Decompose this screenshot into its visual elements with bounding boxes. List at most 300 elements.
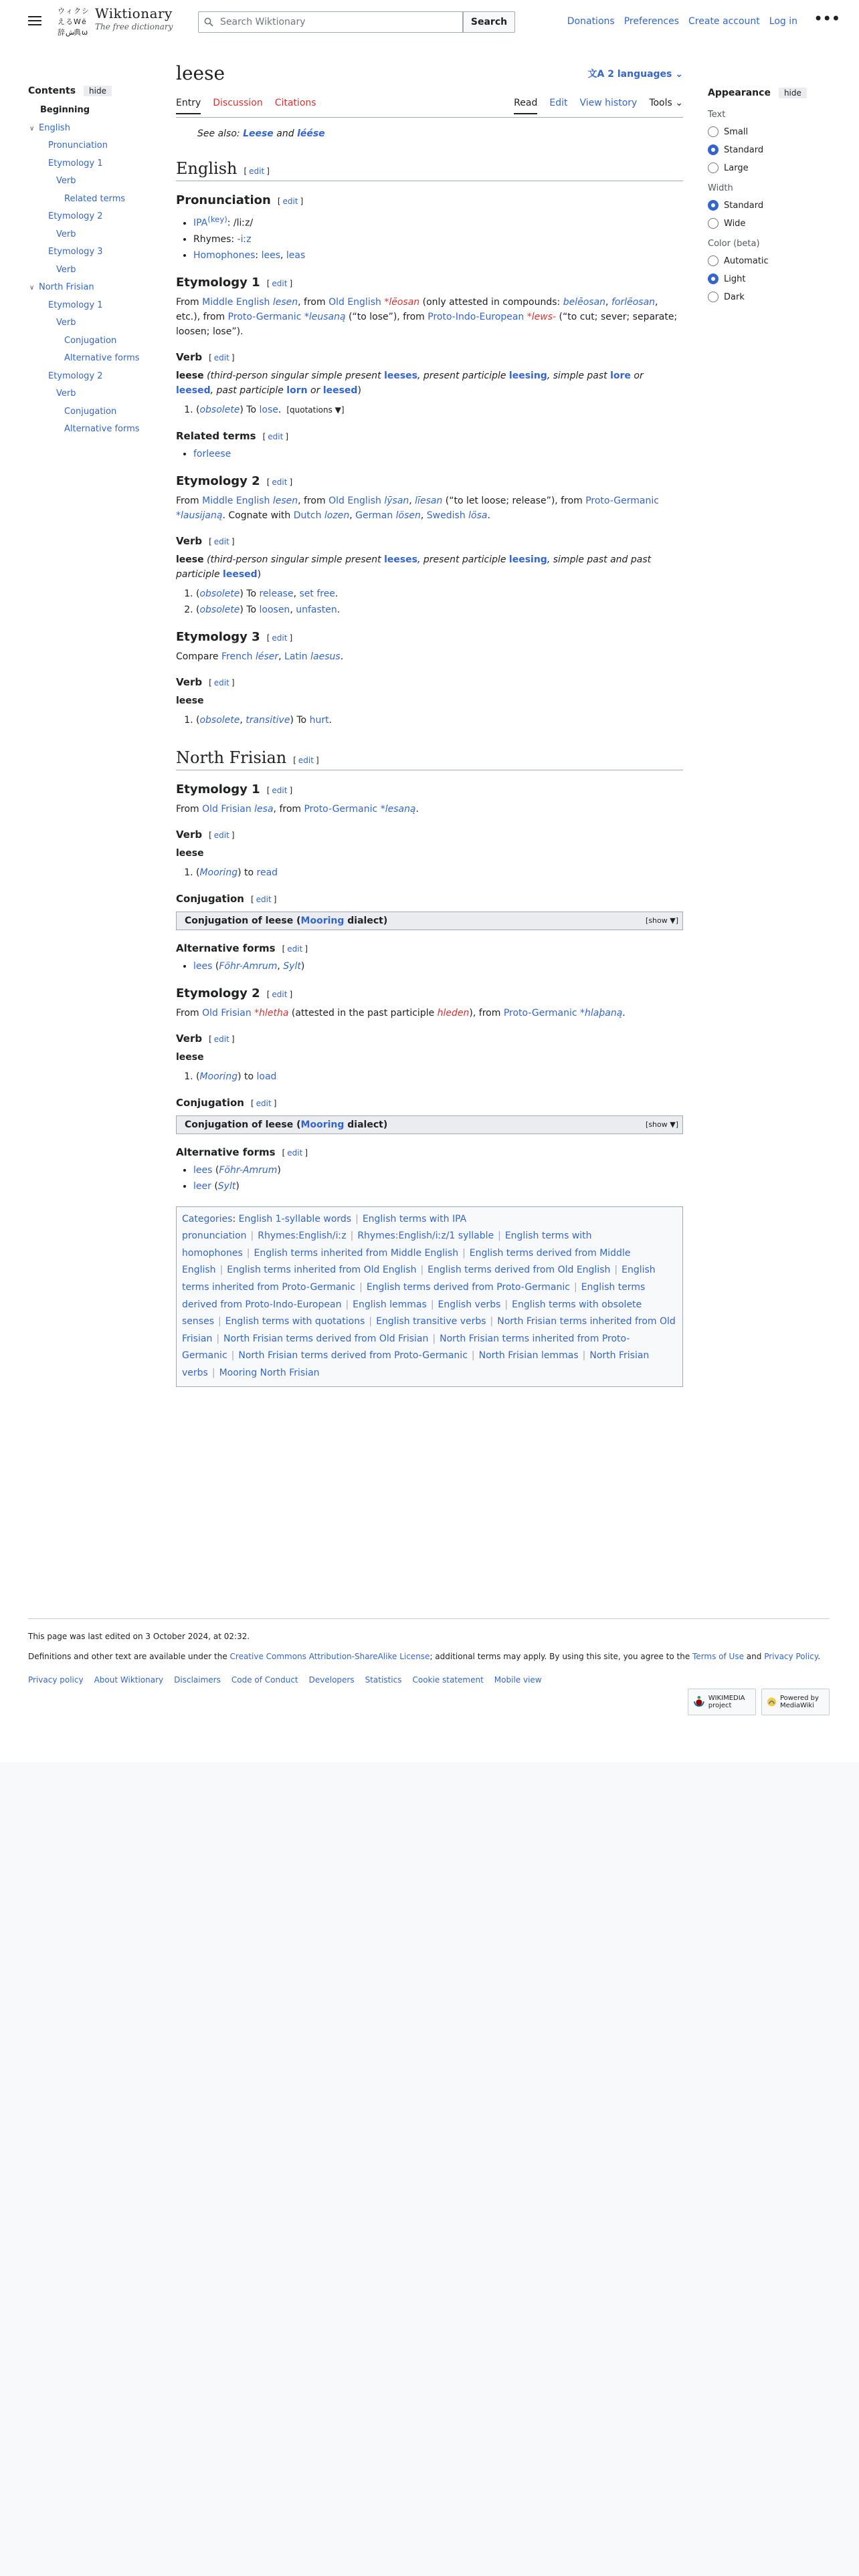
edit-section: [ edit ]: [277, 197, 304, 206]
privacy-link[interactable]: Privacy Policy: [764, 1652, 818, 1661]
toc-header: [28, 86, 155, 96]
text: (: [212, 960, 219, 972]
text: (“to lose”), from: [345, 311, 428, 322]
term-link[interactable]: laesus: [310, 651, 341, 662]
language-link[interactable]: Middle English: [202, 296, 270, 308]
term-link[interactable]: *lausijaną: [176, 510, 223, 521]
toc-item[interactable]: [28, 314, 155, 332]
edit-link[interactable]: edit: [213, 352, 229, 362]
ipa-key-link[interactable]: (key): [207, 215, 227, 224]
term-link[interactable]: forleese: [193, 448, 231, 459]
color-automatic[interactable]: [708, 255, 828, 267]
term-link[interactable]: belēosan: [563, 296, 606, 308]
footer-link[interactable]: Code of Conduct: [231, 1675, 298, 1685]
category-link[interactable]: English terms with quotations: [225, 1316, 365, 1327]
pronunciation-list: [193, 211, 683, 263]
text: ): [300, 960, 305, 972]
gloss-link[interactable]: hurt: [309, 714, 329, 726]
term-link[interactable]: līesan: [415, 495, 443, 506]
toc-link[interactable]: Pronunciation: [48, 140, 108, 150]
text: ) to: [237, 1071, 257, 1082]
toc-link[interactable]: Etymology 1: [48, 158, 103, 169]
language-link[interactable]: Proto-Indo-European: [427, 311, 524, 322]
term-link[interactable]: *leusaną: [304, 311, 346, 322]
text: , simple past and past participle: [176, 554, 652, 580]
term-link[interactable]: lees: [193, 1164, 213, 1176]
category-link[interactable]: English verbs: [438, 1299, 501, 1310]
term-link[interactable]: hleden: [437, 1007, 470, 1018]
mediawiki-logo-icon: [766, 1693, 777, 1711]
text: , present participle: [417, 554, 509, 565]
language-link[interactable]: Proto-Germanic: [585, 495, 659, 506]
term-link[interactable]: *lews-: [527, 311, 557, 322]
toc-item[interactable]: [28, 368, 155, 386]
toc-link[interactable]: Etymology 1: [48, 300, 103, 310]
toc-link[interactable]: Verb: [56, 389, 76, 399]
site-subtitle: The free dictionary: [95, 22, 173, 31]
text: and: [743, 1652, 765, 1661]
rhymes-link[interactable]: -iːz: [237, 233, 252, 245]
site-header: [0, 0, 859, 44]
term-link[interactable]: léser: [255, 651, 279, 662]
appearance-panel: [708, 86, 828, 303]
headword-line: [176, 368, 683, 398]
related-terms-list: [193, 446, 683, 462]
appearance-hide-button[interactable]: hide: [779, 88, 807, 98]
term-link[interactable]: lees: [193, 960, 213, 972]
footer-link[interactable]: Cookie statement: [412, 1675, 484, 1685]
text: ,: [278, 651, 285, 662]
width-wide[interactable]: [708, 217, 828, 229]
category-link[interactable]: English terms derived from Proto-Germanic: [366, 1282, 570, 1293]
edit-link[interactable]: edit: [213, 677, 229, 687]
category-link[interactable]: Rhymes:English/iːz/1 syllable: [357, 1230, 494, 1242]
footer-link[interactable]: Mobile view: [494, 1675, 542, 1685]
inflection-link[interactable]: leesed: [322, 385, 358, 396]
tab-read[interactable]: Read: [514, 98, 537, 114]
heading-conjugation: [176, 893, 683, 905]
headword: leese: [176, 1051, 204, 1063]
category-link[interactable]: English transitive verbs: [376, 1316, 486, 1327]
term-link[interactable]: *hlaþaną: [580, 1007, 623, 1018]
text: From: [176, 1007, 203, 1018]
category-link[interactable]: English terms with homophones: [182, 1230, 592, 1259]
toc-link[interactable]: Etymology 2: [48, 370, 103, 381]
category-separator: |: [420, 1265, 424, 1276]
text: .: [335, 588, 339, 599]
badge-label: WIKIMEDIA project: [708, 1695, 745, 1709]
term-link[interactable]: lȳsan: [384, 495, 409, 506]
term-link[interactable]: *hletha: [254, 1007, 289, 1018]
edit-link[interactable]: edit: [272, 278, 288, 288]
text: (: [211, 1180, 218, 1192]
toc-item-beginning[interactable]: Beginning: [40, 105, 90, 115]
create-account-link[interactable]: Create account: [688, 16, 760, 27]
text: .: [818, 1652, 821, 1661]
radio-button-selected[interactable]: [708, 144, 719, 155]
wiktionary-logo[interactable]: [56, 4, 90, 39]
toc-item-north-frisian[interactable]: [28, 279, 155, 297]
category-link[interactable]: English terms with obsolete senses: [182, 1299, 642, 1327]
heading-text: Alternative forms: [176, 942, 276, 954]
footer-link[interactable]: Statistics: [365, 1675, 402, 1685]
category-link[interactable]: English terms derived from Old English: [427, 1265, 611, 1276]
category-separator: |: [246, 1247, 250, 1259]
inflection-link[interactable]: leesed: [223, 568, 258, 580]
language-link[interactable]: Old English: [328, 495, 381, 506]
edit-link[interactable]: edit: [249, 167, 265, 176]
toc-link[interactable]: Related terms: [64, 193, 126, 204]
toc-link[interactable]: Alternative forms: [64, 424, 140, 434]
chevron-down-icon[interactable]: ∨: [29, 124, 35, 132]
text: .: [340, 651, 344, 662]
category-separator: |: [350, 1230, 354, 1242]
more-options-icon[interactable]: •••: [814, 9, 840, 28]
category-link[interactable]: Mooring North Frisian: [219, 1368, 320, 1378]
edit-section: [ edit ]: [244, 167, 270, 176]
term-link[interactable]: *lēosan: [384, 296, 420, 308]
text: (: [196, 588, 200, 599]
heading-text: Etymology 1: [176, 782, 260, 796]
homophone-link[interactable]: leas: [286, 249, 306, 261]
etymology-text: [176, 494, 683, 523]
edit-section: [ edit ]: [209, 352, 235, 362]
edit-link[interactable]: edit: [272, 989, 288, 999]
color-light[interactable]: [708, 273, 828, 285]
text: Conjugation of leese (: [185, 1119, 301, 1130]
heading-etymology-3: [176, 630, 683, 644]
dialect-link[interactable]: Mooring: [300, 1119, 345, 1130]
heading-english: [176, 159, 683, 181]
width-standard[interactable]: [708, 199, 828, 211]
edit-link[interactable]: edit: [213, 1034, 229, 1044]
text: , from: [273, 803, 304, 815]
toc-item[interactable]: [28, 403, 155, 421]
term-link[interactable]: leer: [193, 1180, 211, 1192]
footer-link[interactable]: Disclaimers: [174, 1675, 221, 1685]
toc-item[interactable]: [28, 208, 155, 226]
category-link[interactable]: English terms with IPA pronunciation: [182, 1213, 467, 1242]
tools-menu[interactable]: [649, 98, 683, 113]
toc-item[interactable]: [28, 297, 155, 315]
text: ,: [293, 588, 300, 599]
show-toggle[interactable]: [show ▼]: [646, 916, 678, 925]
category-link[interactable]: English terms inherited from Middle English: [254, 1247, 459, 1259]
language-button[interactable]: [588, 67, 683, 80]
label-link[interactable]: obsolete: [199, 604, 240, 615]
edit-section: [ edit ]: [266, 477, 293, 487]
category-link[interactable]: English terms inherited from Proto-Germanic: [182, 1265, 656, 1293]
heading-text: Related terms: [176, 429, 256, 442]
toc-item[interactable]: [28, 191, 155, 209]
toc-item[interactable]: [28, 332, 155, 350]
toc-link[interactable]: Verb: [56, 176, 76, 186]
toc-item[interactable]: [28, 155, 155, 173]
search-input[interactable]: [198, 11, 463, 33]
toc-item[interactable]: [28, 350, 155, 368]
category-separator: |: [504, 1299, 508, 1310]
tab-discussion[interactable]: Discussion: [213, 98, 263, 108]
text: dialect): [344, 1119, 388, 1130]
category-separator: |: [432, 1333, 436, 1344]
inflection-link[interactable]: leesing: [508, 554, 547, 565]
language-link[interactable]: Swedish: [426, 510, 466, 521]
preferences-link[interactable]: Preferences: [624, 16, 680, 27]
label-link[interactable]: obsolete: [199, 404, 240, 415]
dialect-link[interactable]: Föhr-Amrum: [219, 1164, 278, 1176]
inflection-link[interactable]: leeses: [384, 370, 418, 381]
list-item: [193, 211, 683, 231]
text: ,: [349, 510, 356, 521]
see-also-link[interactable]: léése: [297, 128, 325, 139]
radio-button[interactable]: [708, 255, 719, 266]
edit-link[interactable]: edit: [287, 1148, 303, 1158]
gloss-link[interactable]: read: [256, 867, 278, 878]
heading-etymology-2: [176, 474, 683, 488]
tab-citations[interactable]: Citations: [274, 98, 316, 108]
category-link[interactable]: English terms derived from Proto-Indo-European: [182, 1282, 646, 1310]
see-also-link[interactable]: Leese: [243, 128, 274, 139]
label-link[interactable]: transitive: [246, 714, 290, 726]
text-size-standard[interactable]: [708, 144, 828, 156]
language-link[interactable]: Dutch: [293, 510, 322, 521]
text: ): [257, 568, 262, 580]
definition-list: [196, 586, 683, 618]
term-link[interactable]: lesa: [254, 803, 274, 815]
category-link[interactable]: English lemmas: [353, 1299, 427, 1310]
option-label: Large: [724, 163, 749, 173]
conjugation-table[interactable]: [176, 911, 683, 930]
gloss-link[interactable]: set free: [299, 588, 335, 599]
log-in-link[interactable]: Log in: [769, 16, 797, 27]
category-link[interactable]: North Frisian terms inherited from Proto-Germanic: [182, 1333, 630, 1362]
edit-link[interactable]: edit: [213, 536, 229, 546]
quotations-toggle[interactable]: [quotations ▼]: [286, 405, 345, 415]
toc-link[interactable]: Alternative forms: [64, 353, 140, 363]
dialect-link[interactable]: Mooring: [300, 915, 345, 926]
edit-link[interactable]: edit: [213, 830, 229, 840]
radio-button[interactable]: [708, 218, 719, 229]
dialect-link[interactable]: Föhr-Amrum: [219, 960, 278, 972]
term-link[interactable]: lesen: [272, 296, 298, 308]
gloss-link[interactable]: release: [259, 588, 294, 599]
text: ) To: [240, 588, 260, 599]
svg-text:辞: 辞: [58, 28, 65, 37]
heading-pronunciation: [176, 193, 683, 207]
toc-link[interactable]: Verb: [56, 229, 76, 239]
toc-link[interactable]: Verb: [56, 318, 76, 328]
chevron-down-icon[interactable]: ∨: [29, 284, 35, 292]
language-link[interactable]: Proto-Germanic: [503, 1007, 577, 1018]
text-size-large[interactable]: [708, 162, 828, 174]
inflection-link[interactable]: lorn: [286, 385, 308, 396]
terms-link[interactable]: Terms of Use: [692, 1652, 744, 1661]
show-toggle[interactable]: [show ▼]: [646, 1119, 678, 1129]
alternative-forms-list: [193, 1162, 683, 1194]
svg-text:ω: ω: [82, 28, 88, 37]
toc-item[interactable]: [28, 261, 155, 280]
category-link[interactable]: English terms derived from Middle English: [182, 1247, 631, 1276]
text: .: [415, 803, 419, 815]
homophones-link[interactable]: Homophones: [193, 249, 256, 261]
heading-etymology-2: [176, 986, 683, 1000]
edit-link[interactable]: edit: [272, 785, 288, 795]
language-link[interactable]: Middle English: [202, 495, 270, 506]
category-link[interactable]: North Frisian terms derived from Old Frisian: [223, 1333, 429, 1344]
toc-item-english[interactable]: [28, 120, 155, 138]
svg-text:ش: ش: [66, 28, 75, 37]
category-link[interactable]: English terms inherited from Old English: [227, 1265, 417, 1276]
color-dark[interactable]: [708, 291, 828, 303]
dialect-link[interactable]: Sylt: [217, 1180, 236, 1192]
category-link[interactable]: English 1-syllable words: [238, 1213, 352, 1224]
wikimedia-badge[interactable]: [688, 1689, 756, 1715]
term-link[interactable]: lozen: [324, 510, 350, 521]
toc-link[interactable]: Conjugation: [64, 335, 117, 346]
term-link[interactable]: lesen: [272, 495, 298, 506]
text: ), from: [469, 1007, 504, 1018]
radio-button-selected[interactable]: [708, 274, 719, 284]
heading-text: Alternative forms: [176, 1146, 276, 1158]
toc-item[interactable]: [28, 226, 155, 244]
toc-link[interactable]: Conjugation: [64, 406, 117, 417]
term-link[interactable]: *lesaną: [380, 803, 416, 815]
language-link[interactable]: Old Frisian: [202, 803, 252, 815]
text: From: [176, 803, 203, 815]
category-separator: |: [462, 1247, 466, 1259]
rhymes-label: Rhymes:: [193, 233, 237, 245]
gloss-link[interactable]: loosen: [259, 604, 290, 615]
edit-link[interactable]: edit: [272, 477, 288, 487]
language-link[interactable]: French: [221, 651, 253, 662]
edit-link[interactable]: edit: [282, 197, 298, 206]
language-link[interactable]: Proto-Germanic: [227, 311, 302, 322]
gloss-link[interactable]: load: [256, 1071, 277, 1082]
inflection-link[interactable]: lore: [610, 370, 631, 381]
main-content: [176, 62, 683, 1387]
radio-button-selected[interactable]: [708, 200, 719, 211]
language-link[interactable]: Old English: [328, 296, 381, 308]
search-button[interactable]: Search: [463, 11, 515, 33]
toc-hide-button[interactable]: hide: [84, 86, 112, 96]
edit-link[interactable]: edit: [256, 894, 272, 904]
tab-edit[interactable]: Edit: [549, 98, 568, 108]
conjugation-table[interactable]: [176, 1115, 683, 1134]
categories-label-link[interactable]: Categories: [182, 1213, 233, 1224]
headword-line: [176, 552, 683, 582]
edit-link[interactable]: edit: [268, 431, 284, 441]
gloss-link[interactable]: unfasten: [296, 604, 337, 615]
language-link[interactable]: Latin: [284, 651, 308, 662]
toc-item[interactable]: [28, 385, 155, 403]
inflection-link[interactable]: leeses: [384, 554, 418, 565]
language-link[interactable]: Old Frisian: [202, 1007, 252, 1018]
toc-link[interactable]: English: [39, 122, 70, 133]
main-menu-icon[interactable]: [27, 13, 43, 29]
toc-link[interactable]: Etymology 2: [48, 211, 103, 221]
label-link[interactable]: obsolete: [199, 714, 240, 726]
edit-link[interactable]: edit: [256, 1098, 272, 1108]
radio-button[interactable]: [708, 163, 719, 173]
headword: leese: [176, 554, 204, 565]
gloss-link[interactable]: lose: [259, 404, 278, 415]
category-separator: |: [498, 1230, 501, 1242]
category-link[interactable]: North Frisian terms inherited from Old Frisian: [182, 1316, 676, 1344]
edit-section: [ edit ]: [250, 1098, 277, 1108]
footer-badges: [682, 1689, 830, 1715]
toc-link[interactable]: North Frisian: [39, 282, 94, 292]
radio-button[interactable]: [708, 292, 719, 302]
appearance-header: [708, 86, 828, 100]
definition-item: [196, 602, 683, 618]
alternative-forms-list: [193, 958, 683, 974]
last-edited: This page was last edited on 3 October 2024, at 02:32.: [28, 1632, 250, 1641]
category-link[interactable]: North Frisian lemmas: [478, 1350, 579, 1362]
inflection-link[interactable]: leesed: [176, 385, 211, 396]
mediawiki-badge[interactable]: [761, 1689, 830, 1715]
label-link[interactable]: Mooring: [199, 1071, 238, 1082]
inflection-link[interactable]: leesing: [508, 370, 547, 381]
footer-link[interactable]: Developers: [308, 1675, 355, 1685]
text: (: [212, 1164, 219, 1176]
homophone-link[interactable]: lees: [261, 249, 280, 261]
toc-item[interactable]: [28, 421, 155, 439]
text: Conjugation of leese (: [185, 915, 301, 926]
footer-link[interactable]: About Wiktionary: [94, 1675, 164, 1685]
heading-text: North Frisian: [176, 748, 287, 767]
text-size-label: Text: [708, 110, 726, 120]
toc-item[interactable]: [28, 173, 155, 191]
donations-link[interactable]: Donations: [567, 16, 615, 27]
label-link[interactable]: obsolete: [199, 588, 240, 599]
text: ): [235, 1180, 240, 1192]
toc-link[interactable]: Verb: [56, 264, 76, 275]
site-wordmark[interactable]: [95, 5, 173, 31]
toc-item[interactable]: [28, 137, 155, 155]
ipa-link[interactable]: IPA: [193, 217, 208, 229]
edit-link[interactable]: edit: [287, 944, 303, 954]
category-link[interactable]: North Frisian terms derived from Proto-Germanic: [238, 1350, 468, 1362]
text: Definitions and other text are available under the: [28, 1652, 230, 1661]
category-separator: |: [614, 1265, 618, 1276]
definition-item: [196, 586, 683, 602]
edit-link[interactable]: edit: [272, 633, 288, 643]
toc-item[interactable]: [28, 243, 155, 261]
heading-text: Etymology 1: [176, 275, 260, 290]
license-link[interactable]: Creative Commons Attribution-ShareAlike License: [229, 1652, 430, 1661]
radio-button[interactable]: [708, 126, 719, 137]
language-link[interactable]: Proto-Germanic: [304, 803, 378, 815]
dialect-link[interactable]: Sylt: [283, 960, 301, 972]
category-link[interactable]: Rhymes:English/iːz: [258, 1230, 347, 1242]
headword: leese: [176, 847, 204, 859]
label-link[interactable]: Mooring: [199, 867, 238, 878]
tab-entry[interactable]: Entry: [176, 98, 201, 114]
etymology-text: [176, 1006, 683, 1021]
term-link[interactable]: lösa: [468, 510, 488, 521]
footer-link[interactable]: Privacy policy: [28, 1675, 84, 1685]
text-size-small[interactable]: [708, 126, 828, 138]
language-link[interactable]: German: [355, 510, 393, 521]
tab-view-history[interactable]: View history: [579, 98, 638, 108]
toc-link[interactable]: Etymology 3: [48, 247, 103, 257]
term-link[interactable]: lösen: [395, 510, 421, 521]
term-link[interactable]: forlēosan: [611, 296, 656, 308]
edit-link[interactable]: edit: [298, 755, 314, 765]
etymology-text: [176, 295, 683, 339]
category-link[interactable]: North Frisian verbs: [182, 1350, 650, 1378]
heading-text: Etymology 2: [176, 473, 260, 488]
